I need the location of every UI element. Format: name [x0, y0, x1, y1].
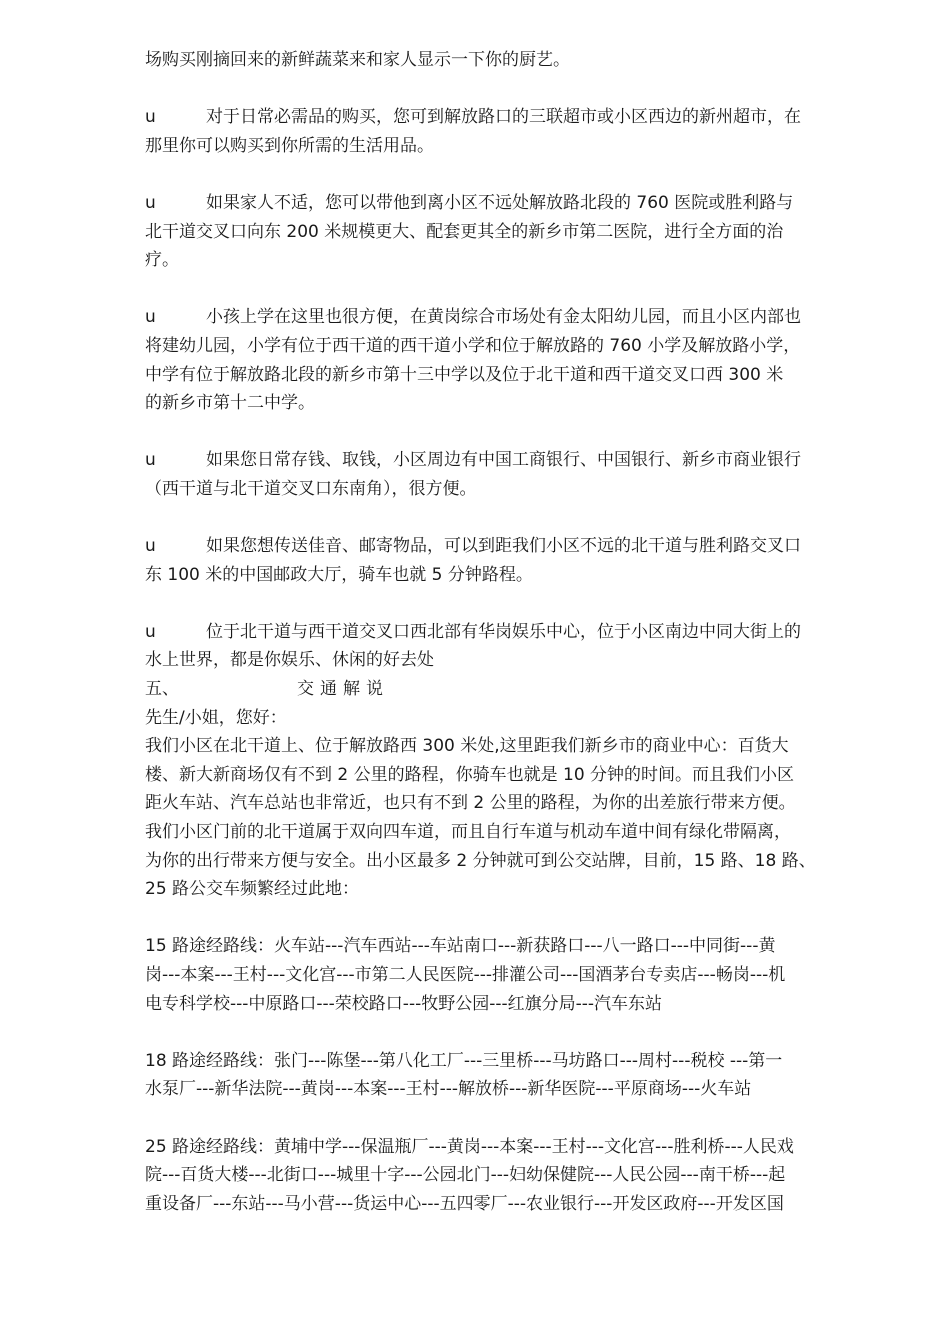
route-15 [145, 932, 885, 1018]
spacer [145, 504, 885, 533]
bullet-line [145, 446, 885, 475]
bullet-item-entertainment [145, 618, 885, 675]
spacer [145, 275, 885, 304]
paragraph-line: 距火车站、汽车总站也非常近，也只有不到 2 公里的路程，为你的出差旅行带来方便。 [145, 793, 796, 814]
spacer [145, 1104, 885, 1133]
section-heading [145, 675, 885, 704]
bullet-line [145, 189, 885, 218]
bullet-text: 将建幼儿园，小学有位于西干道的西干道小学和位于解放路的 760 小学及解放路小学， [145, 335, 801, 356]
bullet-text: 如果您想传送佳音、邮寄物品，可以到距我们小区不远的北干道与胜利路交叉口 [206, 536, 801, 557]
route-line: 25 路途经路线：黄埔中学---保温瓶厂---黄岗---本案---王村---文化宫---胜利桥---人民戏 [145, 1136, 794, 1157]
bullet-mark: u [145, 192, 156, 213]
bullet-mark: u [145, 621, 156, 642]
route-line: 重设备厂---东站---马小营---货运中心---五四零厂---农业银行---开发区政府---开发区国 [145, 1193, 784, 1214]
bullet-text: 的新乡市第十二中学。 [145, 393, 315, 414]
bullet-item-post [145, 532, 885, 589]
bullet-mark: u [145, 107, 156, 128]
bullet-item-bank [145, 446, 885, 503]
bullet-item-supermarket [145, 103, 885, 160]
bullet-text: 东 100 米的中国邮政大厅，骑车也就 5 分钟路程。 [145, 564, 533, 585]
bullet-line [145, 532, 885, 561]
route-line: 院---百货大楼---北街口---城里十字---公园北门---妇幼保健院---人民公园---南干桥---起 [145, 1165, 786, 1186]
bullet-line [145, 618, 885, 647]
bullet-text: 如果您日常存钱、取钱，小区周边有中国工商银行、中国银行、新乡市商业银行 [206, 450, 801, 471]
bullet-mark: u [145, 536, 156, 557]
section-title: 交通解说 [297, 679, 389, 700]
bullet-text: 中学有位于解放路北段的新乡市第十三中学以及位于北干道和西干道交叉口西 300 米 [145, 364, 784, 385]
bullet-mark: u [145, 450, 156, 471]
bullet-text: 北干道交叉口向东 200 米规模更大、配套更其全的新乡市第二医院，进行全方面的治 [145, 221, 784, 242]
paragraph-line: 25 路公交车频繁经过此地： [145, 879, 360, 900]
route-line: 18 路途经路线：张门---陈堡---第八化工厂---三里桥---马坊路口---周村---税校 ---第一 [145, 1050, 783, 1071]
bullet-text: 疗。 [145, 250, 179, 271]
route-line: 水泵厂---新华法院---黄岗---本案---王村---解放桥---新华医院---平原商场---火车站 [145, 1079, 752, 1100]
bullet-item-hospital [145, 189, 885, 275]
bullet-line [145, 303, 885, 332]
bullet-text: 对于日常必需品的购买，您可到解放路口的三联超市或小区西边的新州超市，在 [206, 107, 801, 128]
route-18 [145, 1047, 885, 1104]
spacer [145, 160, 885, 189]
bullet-line [145, 103, 885, 132]
bullet-mark: u [145, 307, 156, 328]
bullet-item-school [145, 303, 885, 417]
spacer [145, 418, 885, 447]
bullet-text: 水上世界，都是你娱乐、休闲的好去处 [145, 650, 434, 671]
document-body [145, 46, 885, 1218]
route-line: 岗---本案---王村---文化宫---市第二人民医院---排灌公司---国酒茅台专卖店---畅岗---机 [145, 965, 786, 985]
route-25 [145, 1133, 885, 1219]
bullet-text: 那里你可以购买到你所需的生活用品。 [145, 135, 434, 156]
intro-tail: 场购买刚摘回来的新鲜蔬菜来和家人显示一下你的厨艺。 [145, 50, 570, 70]
spacer [145, 589, 885, 618]
paragraph-line: 我们小区门前的北干道属于双向四车道，而且自行车道与机动车道中间有绿化带隔离， [145, 822, 791, 843]
paragraph-line: 我们小区在北干道上、位于解放路西 300 米处,这里距我们新乡市的商业中心：百货大 [145, 736, 789, 757]
route-line: 15 路途经路线：火车站---汽车西站---车站南口---新获路口---八一路口---中同街---黄 [145, 936, 776, 957]
section-number: 五、 [145, 679, 179, 700]
transport-paragraph [145, 732, 885, 904]
bullet-text: 小孩上学在这里也很方便，在黄岗综合市场处有金太阳幼儿园，而且小区内部也 [206, 307, 801, 328]
spacer [145, 75, 885, 104]
spacer [145, 904, 885, 933]
paragraph-line: 楼、新大新商场仅有不到 2 公里的路程，你骑车也就是 10 分钟的时间。而且我们小区 [145, 764, 795, 785]
bullet-text: （西干道与北干道交叉口东南角），很方便。 [145, 478, 477, 499]
spacer [145, 1018, 885, 1047]
bullet-text: 如果家人不适，您可以带他到离小区不远处解放路北段的 760 医院或胜利路与 [206, 192, 794, 213]
paragraph-line: 为你的出行带来方便与安全。出小区最多 2 分钟就可到公交站牌，目前，15 路、18 路、 [145, 850, 816, 871]
greeting: 先生/小姐，您好： [145, 707, 287, 728]
route-line: 电专科学校---中原路口---荣校路口---牧野公园---红旗分局---汽车东站 [145, 993, 663, 1014]
bullet-text: 位于北干道与西干道交叉口西北部有华岗娱乐中心，位于小区南边中同大街上的 [206, 621, 801, 642]
